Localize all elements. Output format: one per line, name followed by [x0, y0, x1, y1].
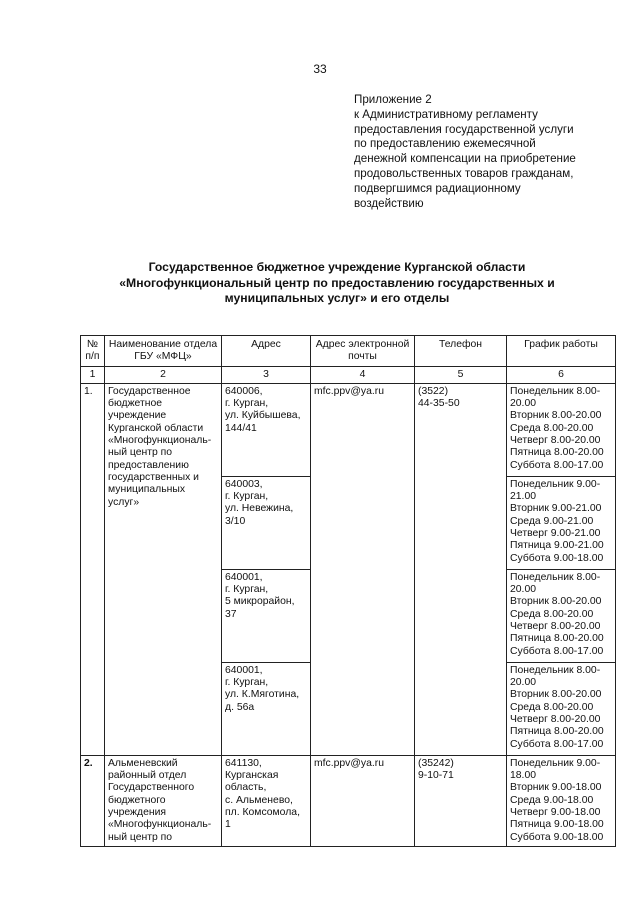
table-row — [81, 383, 616, 476]
schedule-line: Понедельник 8.00- — [510, 571, 601, 583]
column-number-row — [81, 366, 616, 383]
appendix-line: Приложение 2 — [354, 93, 432, 106]
header-email: Адрес электронной почты — [311, 336, 415, 367]
schedule-line: Пятница 9.00-21.00 — [510, 540, 604, 552]
schedule-line: Вторник 9.00-18.00 — [510, 782, 602, 794]
office-address — [222, 569, 311, 662]
offices-table — [80, 335, 616, 847]
schedule-line: Среда 8.00-20.00 — [510, 701, 594, 713]
schedule-line: Понедельник 8.00- — [510, 664, 601, 676]
schedule-line: Понедельник 9.00- — [510, 757, 601, 769]
office-name: Государственное бюджетное учреждение Курганской области «Многофункциональ-ный центр по предоставлению государственных и муниципальных услуг» — [105, 383, 222, 755]
schedule-line: Пятница 8.00-20.00 — [510, 726, 604, 738]
column-number: 4 — [311, 366, 415, 383]
office-schedule — [507, 569, 616, 662]
schedule-line: Вторник 8.00-20.00 — [510, 410, 602, 422]
heading-line: «Многофункциональный центр по предоставлению государственных и — [119, 275, 555, 290]
schedule-line: Понедельник 9.00- — [510, 478, 601, 490]
schedule-line: 18.00 — [510, 770, 537, 782]
address-line: 640001, — [225, 571, 263, 583]
address-line: 5 микрорайон, — [225, 596, 295, 608]
schedule-line: 20.00 — [510, 398, 537, 410]
table-header-row — [81, 336, 616, 367]
appendix-line: продовольственных товаров гражданам, — [354, 166, 574, 180]
schedule-line: 20.00 — [510, 677, 537, 689]
appendix-line: подвергшимся радиационному — [354, 181, 521, 195]
office-schedule — [507, 383, 616, 476]
address-line: пл. Комсомола, — [225, 807, 300, 819]
address-line: ул. К.Мяготина, — [225, 689, 300, 701]
schedule-line: Суббота 8.00-17.00 — [510, 459, 604, 471]
address-line: область, — [225, 782, 267, 794]
schedule-line: Суббота 9.00-18.00 — [510, 552, 604, 564]
office-email: mfc.ppv@ya.ru — [311, 755, 415, 846]
address-line: г. Курган, — [225, 491, 269, 503]
schedule-line: Понедельник 8.00- — [510, 385, 601, 397]
address-line: 144/41 — [225, 422, 257, 434]
schedule-line: Среда 9.00-18.00 — [510, 794, 594, 806]
schedule-line: Пятница 8.00-20.00 — [510, 633, 604, 645]
schedule-line: Среда 9.00-21.00 — [510, 515, 594, 527]
document-heading — [70, 260, 604, 307]
phone-line: (3522) — [418, 385, 449, 397]
schedule-line: Четверг 9.00-18.00 — [510, 807, 601, 819]
address-line: 640001, — [225, 664, 263, 676]
appendix-line: воздействию — [354, 196, 424, 210]
column-number: 1 — [81, 366, 105, 383]
address-line: 641130, — [225, 757, 262, 769]
column-number: 5 — [415, 366, 507, 383]
address-line: г. Курган, — [225, 398, 269, 410]
office-address — [222, 755, 311, 846]
address-line: г. Курган, — [225, 677, 269, 689]
address-line: ул. Куйбышева, — [225, 410, 301, 422]
schedule-line: Пятница 9.00-18.00 — [510, 819, 604, 831]
address-line: 640003, — [225, 478, 263, 490]
schedule-line: Вторник 8.00-20.00 — [510, 689, 602, 701]
address-line: 1 — [225, 819, 231, 831]
schedule-line: Четверг 8.00-20.00 — [510, 714, 601, 726]
office-name: Альменевский районный отдел Государственного бюджетного учреждения «Многофункциональ-ный центр по — [105, 755, 222, 846]
schedule-line: 20.00 — [510, 584, 537, 596]
phone-line: (35242) — [418, 757, 454, 769]
address-line: 640006, — [225, 385, 263, 397]
header-address: Адрес — [222, 336, 311, 367]
row-number: 1. — [81, 383, 105, 755]
appendix-line: денежной компенсации на приобретение — [354, 152, 576, 166]
office-phone — [415, 755, 507, 846]
office-address — [222, 662, 311, 755]
schedule-line: 21.00 — [510, 491, 537, 503]
schedule-line: Суббота 8.00-17.00 — [510, 738, 604, 750]
row-number: 2. — [81, 755, 105, 846]
schedule-line: Четверг 8.00-20.00 — [510, 621, 601, 633]
heading-line: Государственное бюджетное учреждение Курганской области — [148, 260, 526, 274]
address-line: 37 — [225, 608, 237, 620]
table-row — [81, 755, 616, 846]
schedule-line: Вторник 9.00-21.00 — [510, 503, 602, 515]
office-email: mfc.ppv@ya.ru — [311, 383, 415, 755]
schedule-line: Четверг 9.00-21.00 — [510, 528, 601, 540]
address-line: г. Курган, — [225, 584, 269, 596]
header-name: Наименование отдела ГБУ «МФЦ» — [105, 336, 222, 367]
address-line: ул. Невежина, — [225, 503, 294, 515]
address-line: 3/10 — [225, 515, 246, 527]
address-line: д. 56а — [225, 701, 255, 713]
office-address — [222, 383, 311, 476]
office-schedule — [507, 662, 616, 755]
address-line: с. Альменево, — [225, 794, 293, 806]
schedule-line: Четверг 8.00-20.00 — [510, 435, 601, 447]
office-schedule — [507, 476, 616, 569]
heading-line: муниципальных услуг» и его отделы — [224, 291, 450, 305]
page-number: 33 — [313, 62, 327, 76]
office-phone — [415, 383, 507, 755]
office-schedule — [507, 755, 616, 846]
appendix-note — [354, 93, 634, 211]
schedule-line: Среда 8.00-20.00 — [510, 608, 594, 620]
appendix-line: по предоставлению ежемесячной — [354, 137, 536, 151]
appendix-line: к Административному регламенту — [354, 107, 538, 121]
schedule-line: Суббота 9.00-18.00 — [510, 831, 604, 843]
appendix-line: предоставления государственной услуги — [354, 122, 574, 136]
header-num: № п/п — [81, 336, 105, 367]
address-line: Курганская — [225, 770, 279, 782]
column-number: 6 — [507, 366, 616, 383]
column-number: 3 — [222, 366, 311, 383]
office-address — [222, 476, 311, 569]
schedule-line: Суббота 8.00-17.00 — [510, 645, 604, 657]
header-schedule: График работы — [507, 336, 616, 367]
header-phone: Телефон — [415, 336, 507, 367]
phone-line: 9-10-71 — [418, 770, 454, 782]
schedule-line: Среда 8.00-20.00 — [510, 422, 594, 434]
column-number: 2 — [105, 366, 222, 383]
schedule-line: Вторник 8.00-20.00 — [510, 596, 602, 608]
schedule-line: Пятница 8.00-20.00 — [510, 447, 604, 459]
phone-line: 44-35-50 — [418, 398, 460, 410]
